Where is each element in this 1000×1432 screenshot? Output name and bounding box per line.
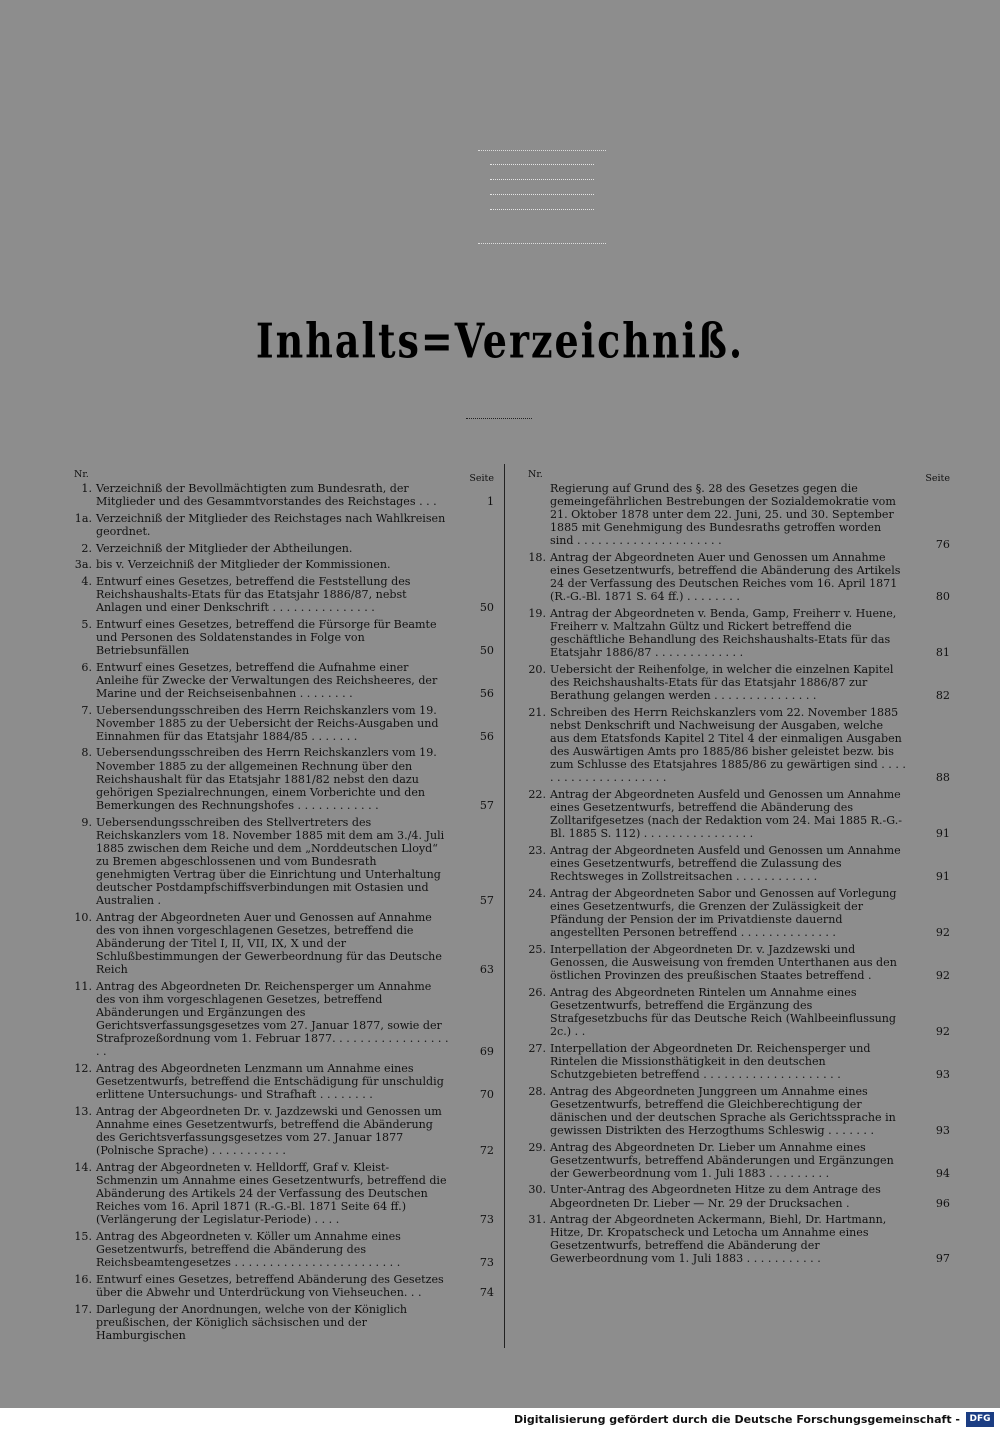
toc-entry [60, 1161, 494, 1226]
entry-number: 31. [528, 1213, 546, 1227]
toc-entry [60, 575, 494, 614]
entry-number: 4. [81, 574, 92, 588]
entry-number: 30. [528, 1183, 546, 1197]
entry-text: Antrag des Abgeordneten Junggreen um Annahme eines Gesetzentwurfs, betreffend die Gleichberechtigung der dänischen und der deutschen Sprache als Gerichtssprache in gewissen Distrikten des Herzogthums Schleswig . . . . . . . [550, 1084, 896, 1137]
title-divider [466, 418, 532, 421]
toc-entry [514, 943, 950, 982]
toc-entry [60, 1303, 494, 1342]
toc-entry [514, 607, 950, 659]
entry-text: Verzeichniß der Mitglieder des Reichstages nach Wahlkreisen geordnet. [96, 511, 446, 538]
entry-page: 92 [935, 926, 950, 940]
nr-label: Nr. [528, 469, 543, 480]
right-entry-list [514, 551, 950, 1266]
entry-page: 50 [479, 601, 494, 615]
entry-text: Antrag des Abgeordneten Dr. Reichensperger um Annahme des von ihm vorgeschlagenen Gesetzes, betreffend Abänderungen und Ergänzungen des Gerichtsverfassungsgesetzes vom 27. Januar 1877, sowie der Strafprozeßordnung vom 1. Februar 1877. . . . . . . . . . . . . . . . . . . [96, 979, 449, 1059]
entry-page: 74 [479, 1285, 494, 1299]
entry-page: 69 [479, 1045, 494, 1059]
seite-label: Seite [925, 473, 950, 484]
entry-page: 91 [935, 870, 950, 884]
entry-text: Verzeichniß der Bevollmächtigten zum Bundesrath, der Mitglieder und des Gesammtvorstandes des Reichstages . . . [96, 482, 437, 509]
entry-number: 11. [74, 979, 92, 993]
dfg-logo: DFG [966, 1412, 994, 1427]
entry-page: 97 [935, 1252, 950, 1266]
entry-number: 20. [528, 663, 546, 676]
entry-text: Uebersicht der Reihenfolge, in welcher die einzelnen Kapitel des Reichshaushalts-Etats für das Etatsjahr 1886/87 zur Berathung gelangen werden . . . . . . . . . . . . . . . [550, 663, 894, 703]
toc-entry [60, 1062, 494, 1101]
entry-page: 50 [479, 644, 494, 657]
entry-page: 81 [935, 646, 950, 660]
entry-page: 96 [935, 1196, 950, 1210]
entry-text: Antrag der Abgeordneten Ausfeld und Genossen um Annahme eines Gesetzentwurfs, betreffend die Zulassung des Rechtsweges in Zollstreitsachen . . . . . . . . . . . . [550, 844, 901, 884]
entry-page: 92 [935, 969, 950, 983]
entry-text: Uebersendungsschreiben des Stellvertreters des Reichskanzlers vom 18. November 1885 mit dem am 3./4. Juli 1885 zwischen dem Reiche und dem „Norddeutschen Lloyd“ zu Bremen abgeschlossenen und vom Bundesrath genehmigten Vertrag über die Einrichtung und Unterhaltung deutscher Postdampfschiffsverbindungen mit Ostasien und Australien . [96, 815, 445, 908]
entry-text: Entwurf eines Gesetzes, betreffend die Feststellung des Reichshaushalts-Etats für das Etatsjahr 1886/87, nebst Anlagen und einer Denkschrift . . . . . . . . . . . . . . . [96, 574, 411, 615]
entry-text: Antrag des Abgeordneten v. Köller um Annahme eines Gesetzentwurfs, betreffend die Abänderung des Reichsbeamtengesetzes . . . . . . . . . . . . . . . . . . . . . . . . [96, 1229, 401, 1270]
entry-number: 24. [528, 886, 546, 900]
entry-page: 57 [479, 894, 494, 908]
entry-number: 12. [74, 1061, 92, 1075]
toc-entry [514, 1213, 950, 1265]
entry-text: bis v. Verzeichniß der Mitglieder der Kommissionen. [96, 558, 391, 572]
entry-text: Antrag der Abgeordneten Auer und Genossen um Annahme eines Gesetzentwurfs, betreffend die Abänderung des Artikels 24 der Verfassung des Deutschen Reiches vom 16. April 1871 (R.-G.-Bl. 1871 S. 64 ff.) . . . . . . . . [550, 551, 901, 604]
entry-text: Entwurf eines Gesetzes, betreffend die Fürsorge für Beamte und Personen des Soldatenstandes in Folge von Betriebsunfällen [96, 617, 437, 657]
entry-number: 19. [528, 607, 546, 621]
toc-entry [60, 816, 494, 908]
nr-label: Nr. [74, 469, 89, 480]
library-stamp [478, 150, 606, 244]
toc-entry [60, 558, 494, 571]
entry-number: 8. [81, 746, 92, 760]
entry-number: 7. [81, 703, 92, 717]
toc-entry [60, 704, 494, 743]
toc-entry [60, 512, 494, 538]
right-column-header [514, 466, 950, 482]
entry-text: Schreiben des Herrn Reichskanzlers vom 22. November 1885 nebst Denkschrift und Nachweisung der Ausgaben, welche aus dem Etatsfonds Kapitel 2 Titel 4 der einmaligen Ausgaben des Auswärtigen Amts pro 1885/86 bisher geleistet bezw. bis zum Schlusse des Etatsjahres 1885/86 zu gewärtigen sind . . . . . . . . . . . . . . . . . . . . . [550, 705, 906, 785]
entry-text: Antrag der Abgeordneten Ackermann, Biehl, Dr. Hartmann, Hitze, Dr. Kropatscheck und Letocha um Annahme eines Gesetzentwurfs, betreffend die Abänderung der Gewerbeordnung vom 1. Juli 1883 . . . . . . . . . . . [550, 1213, 887, 1266]
entry-number: 1. [81, 482, 92, 495]
column-divider [504, 464, 505, 1348]
toc-entry [60, 1105, 494, 1157]
entry-page: 73 [479, 1256, 494, 1270]
toc-entry [60, 911, 494, 976]
entry-number: 21. [528, 705, 546, 719]
entry-text: Verzeichniß der Mitglieder der Abtheilungen. [96, 541, 353, 555]
entry-number: 16. [74, 1272, 92, 1286]
toc-entry [514, 1085, 950, 1137]
entry-page: 82 [935, 689, 950, 703]
entry-text: Antrag des Abgeordneten Dr. Lieber um Annahme eines Gesetzentwurfs, betreffend Abänderungen und Ergänzungen der Gewerbeordnung vom 1. Juli 1883 . . . . . . . . . [550, 1140, 894, 1180]
entry-continuation [514, 482, 950, 552]
entry-number: 28. [528, 1084, 546, 1098]
entry-page: 93 [935, 1067, 950, 1081]
entry-text: Entwurf eines Gesetzes, betreffend die Aufnahme einer Anleihe für Zwecke der Verwaltungen des Reichsheeres, der Marine und der Reichseisenbahnen . . . . . . . . [96, 660, 438, 700]
entry-page: 70 [479, 1088, 494, 1102]
entry-text: Antrag der Abgeordneten v. Helldorff, Graf v. Kleist-Schmenzin um Annahme eines Gesetzentwurfs, betreffend die Abänderung des Artikels 24 der Verfassung des Deutschen Reiches vom 16. April 1871 (R.-G.-Bl. 1871 Seite 64 ff.) (Verlängerung der Legislatur-Periode) . . . . [96, 1160, 447, 1227]
seite-label: Seite [469, 473, 494, 484]
footer-text: Digitalisierung gefördert durch die Deutsche Forschungsgemeinschaft - [513, 1413, 960, 1426]
entry-text: Regierung auf Grund des §. 28 des Gesetzes gegen die gemeingefährlichen Bestrebungen der Sozialdemokratie vom 21. Oktober 1878 unter dem 22. Juni, 25. und 30. September 1885 mit Genehmigung des Bundesraths getroffen worden sind . . . . . . . . . . . . . . . . . . . . . [550, 482, 896, 548]
entry-text: Interpellation der Abgeordneten Dr. v. Jazdzewski und Genossen, die Ausweisung von fremden Unterthanen aus den östlichen Provinzen des preußischen Staates betreffend . [550, 942, 897, 983]
entry-text: Uebersendungsschreiben des Herrn Reichskanzlers vom 19. November 1885 zu der allgemeinen Rechnung über den Reichshaushalt für das Etatsjahr 1881/82 nebst den dazu gehörigen Spezialrechnungen, einem Vorberichte und den Bemerkungen des Rechnungshofes . . . . . . . . . . . . [96, 746, 437, 812]
toc-entry [60, 1273, 494, 1299]
entry-number: 3a. [74, 558, 92, 572]
entry-text: Antrag der Abgeordneten Dr. v. Jazdzewski und Genossen um Annahme eines Gesetzentwurfs, betreffend die Abänderung des Gerichtsverfassungsgesetzes vom 27. Januar 1877 (Polnische Sprache) . . . . . . . . . . . [96, 1104, 442, 1158]
entry-text: Antrag der Abgeordneten Auer und Genossen auf Annahme des von ihnen vorgeschlagenen Gesetzes, betreffend die Abänderung der Titel I, II, VII, IX, X und der Schlußbestimmungen der Gewerbeordnung für das Deutsche Reich [96, 910, 442, 977]
right-column [514, 466, 950, 1346]
entry-page: 88 [935, 771, 950, 785]
entry-number: 15. [74, 1229, 92, 1243]
entry-page: 63 [479, 963, 494, 977]
toc-entry [514, 788, 950, 840]
entry-number: 2. [81, 541, 92, 555]
entry-text: Interpellation der Abgeordneten Dr. Reichensperger und Rintelen die Missionsthätigkeit in den deutschen Schutzgebieten betreffend . . . . . . . . . . . . . . . . . . . . [550, 1041, 871, 1081]
entry-number: 1a. [74, 511, 92, 525]
entry-number: 9. [81, 815, 92, 829]
entry-number: 14. [74, 1160, 92, 1174]
entry-page: 93 [935, 1123, 950, 1137]
entry-page: 92 [935, 1025, 950, 1038]
entry-page: 57 [479, 798, 494, 812]
entry-number: 29. [528, 1140, 546, 1154]
entry-number: 25. [528, 942, 546, 956]
entry-page: 56 [479, 729, 494, 743]
entry-text: Antrag des Abgeordneten Lenzmann um Annahme eines Gesetzentwurfs, betreffend die Entschädigung für unschuldig erlittene Untersuchungs- und Strafhaft . . . . . . . . [96, 1061, 444, 1102]
entry-number: 22. [528, 788, 546, 802]
toc-entry [60, 661, 494, 700]
entry-number: 17. [74, 1302, 92, 1316]
entry-text: Darlegung der Anordnungen, welche von der Königlich preußischen, der Königlich sächsischen und der Hamburgischen [96, 1302, 408, 1342]
entry-text: Uebersendungsschreiben des Herrn Reichskanzlers vom 19. November 1885 zu der Uebersicht der Reichs-Ausgaben und Einnahmen für das Etatsjahr 1884/85 . . . . . . . [96, 703, 439, 743]
entry-number: 10. [74, 910, 92, 924]
toc-entry [60, 482, 494, 508]
entry-page: 94 [935, 1166, 950, 1180]
toc-entry [514, 887, 950, 939]
entry-number: 26. [528, 985, 546, 999]
left-entry-list [60, 482, 494, 1342]
toc-entry [514, 1141, 950, 1180]
left-column [60, 466, 494, 1346]
toc-entry [514, 663, 950, 702]
toc-entry [60, 618, 494, 657]
toc-entry [514, 706, 950, 785]
entry-number: 13. [74, 1104, 92, 1118]
entry-text: Antrag der Abgeordneten v. Benda, Gamp, Freiherr v. Huene, Freiherr v. Maltzahn Gültz und Rickert betreffend die geschäftliche Behandlung des Reichshaushalts-Etats für das Etatsjahr 1886/87 . . . . . . . . . . . . . [550, 607, 897, 660]
entry-number: 5. [81, 617, 92, 631]
page-title: Inhalts=Verzeichniß. [255, 312, 745, 369]
entry-page: 76 [935, 538, 950, 552]
entry-text: Antrag des Abgeordneten Rintelen um Annahme eines Gesetzentwurfs, betreffend die Ergänzung des Strafgesetzbuchs für das Deutsche Reich (Wahlbeeinflussung 2c.) . . [550, 985, 897, 1038]
toc-entry [514, 1183, 950, 1209]
entry-page: 91 [935, 827, 950, 841]
entry-page: 80 [935, 590, 950, 604]
entry-text: Antrag der Abgeordneten Sabor und Genossen auf Vorlegung eines Gesetzentwurfs, die Grenzen der Zulässigkeit der Pfändung der Pension der im Privatdienste dauernd angestellten Personen betreffend . . . . . . . . . . . . . . [550, 886, 897, 940]
toc-entry [60, 1230, 494, 1269]
entry-number: 18. [528, 551, 546, 565]
entry-number: 27. [528, 1041, 546, 1055]
toc-entry [60, 746, 494, 811]
toc-entry [514, 1042, 950, 1081]
left-column-header [60, 466, 494, 482]
entry-text: Antrag der Abgeordneten Ausfeld und Genossen um Annahme eines Gesetzentwurfs, betreffend die Abänderung des Zolltarifgesetzes (nach der Redaktion vom 24. Mai 1885 R.-G.-Bl. 1885 S. 112) . . . . . . . . . . . . . . . . [550, 788, 903, 841]
entry-text: Entwurf eines Gesetzes, betreffend Abänderung des Gesetzes über die Abwehr und Unterdrückung von Viehseuchen. . . [96, 1272, 444, 1299]
entry-page: 1 [486, 495, 494, 509]
entry-page: 73 [479, 1213, 494, 1227]
entry-text: Unter-Antrag des Abgeordneten Hitze zu dem Antrage des Abgeordneten Dr. Lieber — Nr. 29 der Drucksachen . [550, 1183, 881, 1210]
entry-number: 6. [81, 660, 92, 674]
toc-entry [514, 844, 950, 883]
toc-entry [60, 542, 494, 555]
toc-entry [514, 551, 950, 603]
toc-entry [514, 986, 950, 1038]
footer-bar [0, 1408, 1000, 1432]
toc-entry [60, 980, 494, 1059]
entry-number: 23. [528, 844, 546, 857]
entry-page: 72 [479, 1144, 494, 1158]
entry-page: 56 [479, 686, 494, 700]
